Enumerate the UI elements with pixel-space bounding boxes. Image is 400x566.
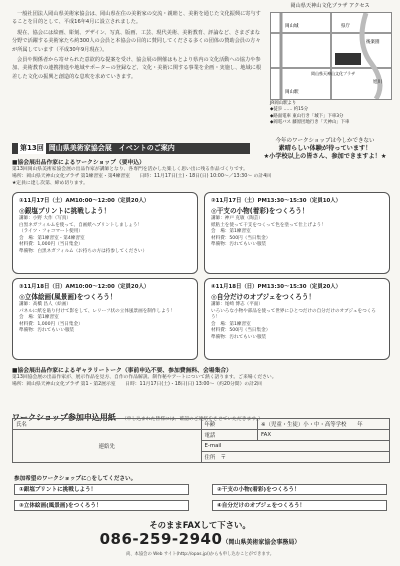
card-line: 材料費：500円（当日集金） bbox=[211, 328, 271, 334]
workshop-heading: ■協会展出品作家によるワークショップ（要申込） bbox=[12, 160, 145, 166]
card-title: ◎立体絵画(風景画)をつくろう！ bbox=[19, 293, 117, 301]
fax-number-line bbox=[0, 530, 400, 548]
form-title: ワークショップ参加申込用紙 bbox=[12, 413, 116, 422]
card-line: 白黒ネガフィルムを使って、自画紙へプリントしましょう！ bbox=[19, 222, 143, 228]
card-line: いろいろな小物や部品を使って世界にひとつだけの自分だけのオブジェをつくろう！ bbox=[211, 308, 376, 321]
map-label: 後楽園 bbox=[366, 40, 380, 45]
workshop-place: 場所：岡山県天神山文化プラザ 第1練習室・第4練習室 日時：11月17日(土)・18日(日) 10:00〜／13:30〜 の計4回 bbox=[12, 174, 272, 179]
access-line: ◆徒歩 …… 約15分 bbox=[270, 107, 309, 113]
promo-line: 素晴らしい体験が待っています！ bbox=[278, 145, 372, 152]
map-label: 県庁 bbox=[341, 24, 350, 29]
card-time: ③11月18日（日）AM10:00〜12:00（定員20人） bbox=[19, 284, 150, 290]
access-info bbox=[270, 101, 395, 127]
grade-field[interactable]: ※（児童・生徒）小・中・高等学校 年 bbox=[258, 419, 390, 430]
section-heading bbox=[12, 143, 250, 154]
access-from: JR岡山駅より bbox=[270, 101, 297, 106]
intro-paragraph: 一般社団法人岡山県美術家協会は、岡山県在住の美術家の交流・親睦と、美術を通じた文化振興に寄与することを目的として、平成16年4月に設立されました。 bbox=[12, 11, 261, 26]
workshop-card-3 bbox=[12, 278, 198, 360]
workshop-card-1 bbox=[12, 192, 198, 274]
section-title: 岡山県美術家協会展 イベントのご案内 bbox=[48, 144, 175, 152]
card-line: 会 場：第1練習室 bbox=[211, 229, 251, 235]
gallery-place: 場所：岡山県天神山文化プラザ 第1・第2展示室 日時：11月17日(土)・18日(日) 13:00〜（約20分間）の計2回 bbox=[12, 382, 262, 387]
card-line: 講師：神戸 克敏（陶芸） bbox=[211, 216, 263, 221]
map-plaza-label: 岡山県天神山文化プラザ bbox=[311, 71, 355, 76]
card-line: 準備物：汚れてもいい服装 bbox=[19, 328, 75, 334]
card-time: ④11月18日（日）PM13:30〜15:30（定員20人） bbox=[211, 284, 341, 290]
workshop-note: ★定員に達し次第、締め切ります。 bbox=[12, 181, 88, 186]
choose-instruction: 参加希望のワークショップに○をしてください。 bbox=[14, 476, 137, 482]
card-line: 準備物：白黒ネガフィルム（お持ちの方は持参してください） bbox=[19, 248, 148, 254]
gallery-desc: 第13回協会展の出品作家が、展示作品を見方、自作の作品解説、制作秘やアートについて熱く語ります。ご来場ください。 bbox=[12, 375, 277, 380]
workshop-info bbox=[12, 157, 388, 187]
card-line: 紙粘土を使って干支をつくって色を塗って仕上げよう！ bbox=[211, 222, 326, 228]
name-field[interactable]: 氏名 bbox=[13, 419, 202, 430]
card-line: 会 場：第1練習室 bbox=[211, 321, 251, 327]
card-line: 講師：高橋 昌人（絵画） bbox=[19, 302, 71, 307]
card-line: 準備物：汚れてもいい服装 bbox=[211, 334, 267, 340]
workshop-desc: 第13回岡山県美術家協会展の出品作家が講師となり、各専門を活かした楽しく思い出に残る作品づくりです。 bbox=[12, 167, 248, 172]
promo-line: ★小学校以上の皆さん、参加できますよ！★ bbox=[263, 153, 387, 160]
workshop-choice-3[interactable]: ③立体絵画(風景画)をつくろう！ bbox=[14, 500, 189, 511]
access-line: ◆路面電車 東山行き「城下」下車3分 bbox=[270, 113, 344, 119]
access-line: ◆岡電バス 藤原団地行き「天神山」下車 bbox=[270, 120, 350, 126]
application-table bbox=[12, 418, 390, 463]
tel-field[interactable]: 電話 bbox=[201, 430, 258, 441]
card-line: 会 場：第1練習室・第4練習室 bbox=[19, 235, 85, 241]
plaza-marker bbox=[335, 53, 361, 65]
intro-paragraph: 現在、協会には絵画、彫刻、デザイン、写真、版画、工芸、現代美術、美術教育、評論など、さまざまな分野で活躍する美術家たち約300人の会員と本協会の目的に賛同してくださる多くの団体の賛助会員の方々が所属しています（平成30年9月現在）。 bbox=[12, 29, 261, 53]
gallery-heading: ■協会展出品作家によるギャラリートーク（事前申込不要、参加費無料、会場集合） bbox=[12, 368, 232, 374]
email-field[interactable]: E-mail bbox=[201, 441, 390, 452]
promo-line: 今年のワークショップは今しかできない bbox=[275, 138, 375, 144]
card-line: 材料費：1,000円（当日集金） bbox=[19, 321, 83, 327]
workshop-card-4 bbox=[204, 278, 390, 360]
card-line: 準備物：汚れてもいい服装 bbox=[211, 242, 267, 248]
card-line: 講師：小野 大作（写真） bbox=[19, 216, 71, 221]
map-label: 岡山駅 bbox=[285, 90, 299, 95]
table-row bbox=[13, 430, 390, 441]
form-header bbox=[12, 405, 388, 422]
intro-paragraph: 会員や関係者から寄せられた意欲的な提案を受け、協会展の開催はもとより県内の文化活動への協力や参加、美術教育の連携推進や地域サポーターの登録など、文化・美術に関する事業を企画・実施し、地域に根差した文化の振興と創造的な息吹を求めていきます。 bbox=[12, 57, 262, 80]
address-field[interactable]: 住所 〒 bbox=[201, 452, 390, 463]
form-subtitle: （申し込まれた皆様には、確認のご連絡をさせていただきます。） bbox=[121, 417, 263, 422]
contact-label: 連絡先 bbox=[13, 430, 202, 463]
map-label: 岡山城 bbox=[285, 24, 299, 29]
fax-org: （岡山県美術家協会事務局） bbox=[222, 539, 301, 546]
table-row bbox=[13, 419, 390, 430]
card-line: 講師：尾崎 博志（平面） bbox=[211, 302, 263, 307]
web-footnote: 尚、本協会の Web サイト(http://opas.jp/)からも申し込むことができます。 bbox=[125, 552, 275, 557]
card-line: 材料費：500円（当日集金） bbox=[211, 235, 271, 241]
age-field[interactable]: 年齢 bbox=[201, 419, 258, 430]
access-map bbox=[270, 12, 392, 100]
fax-number: 086-259-2940 bbox=[99, 530, 223, 548]
workshop-choice-4[interactable]: ④自分だけのオブジェをつくろう！ bbox=[212, 500, 387, 511]
intro-text bbox=[12, 10, 262, 83]
workshop-choice-1[interactable]: ①銀塩プリントに挑戦しよう！ bbox=[14, 484, 189, 495]
card-title: ◎自分だけのオブジェをつくろう！ bbox=[211, 293, 316, 301]
card-line: 材料費：1,000円（当日集金） bbox=[19, 242, 83, 248]
map-label: 旭川 bbox=[373, 80, 382, 85]
card-time: ②11月17日（土）PM13:30〜15:30（定員10人） bbox=[211, 198, 341, 204]
card-line: パネルに紙を貼り付けて影をして、レリーフ状の立体風景画を制作しよう！ bbox=[19, 308, 175, 314]
workshop-card-2 bbox=[204, 192, 390, 274]
card-line: （ライツ・フォコマート使用） bbox=[19, 229, 83, 235]
card-title: ◎干支の小物(着彩)をつくろう！ bbox=[211, 207, 309, 215]
card-time: ①11月17日（土）AM10:00〜12:00（定員20人） bbox=[19, 198, 150, 204]
gallery-talk bbox=[12, 365, 388, 388]
fax-heading: そのままFAXして下さい。 bbox=[149, 520, 251, 530]
fax-field[interactable]: FAX bbox=[258, 430, 390, 441]
workshop-choice-2[interactable]: ②干支の小物(着彩)をつくろう！ bbox=[212, 484, 387, 495]
card-line: 会 場：第1練習室 bbox=[19, 315, 59, 321]
section-number: 第13回 bbox=[20, 144, 44, 152]
map-drawing bbox=[271, 13, 391, 99]
card-title: ◎銀塩プリントに挑戦しよう！ bbox=[19, 207, 111, 215]
map-title: 岡山県天神山文化プラザ アクセス bbox=[290, 3, 370, 9]
